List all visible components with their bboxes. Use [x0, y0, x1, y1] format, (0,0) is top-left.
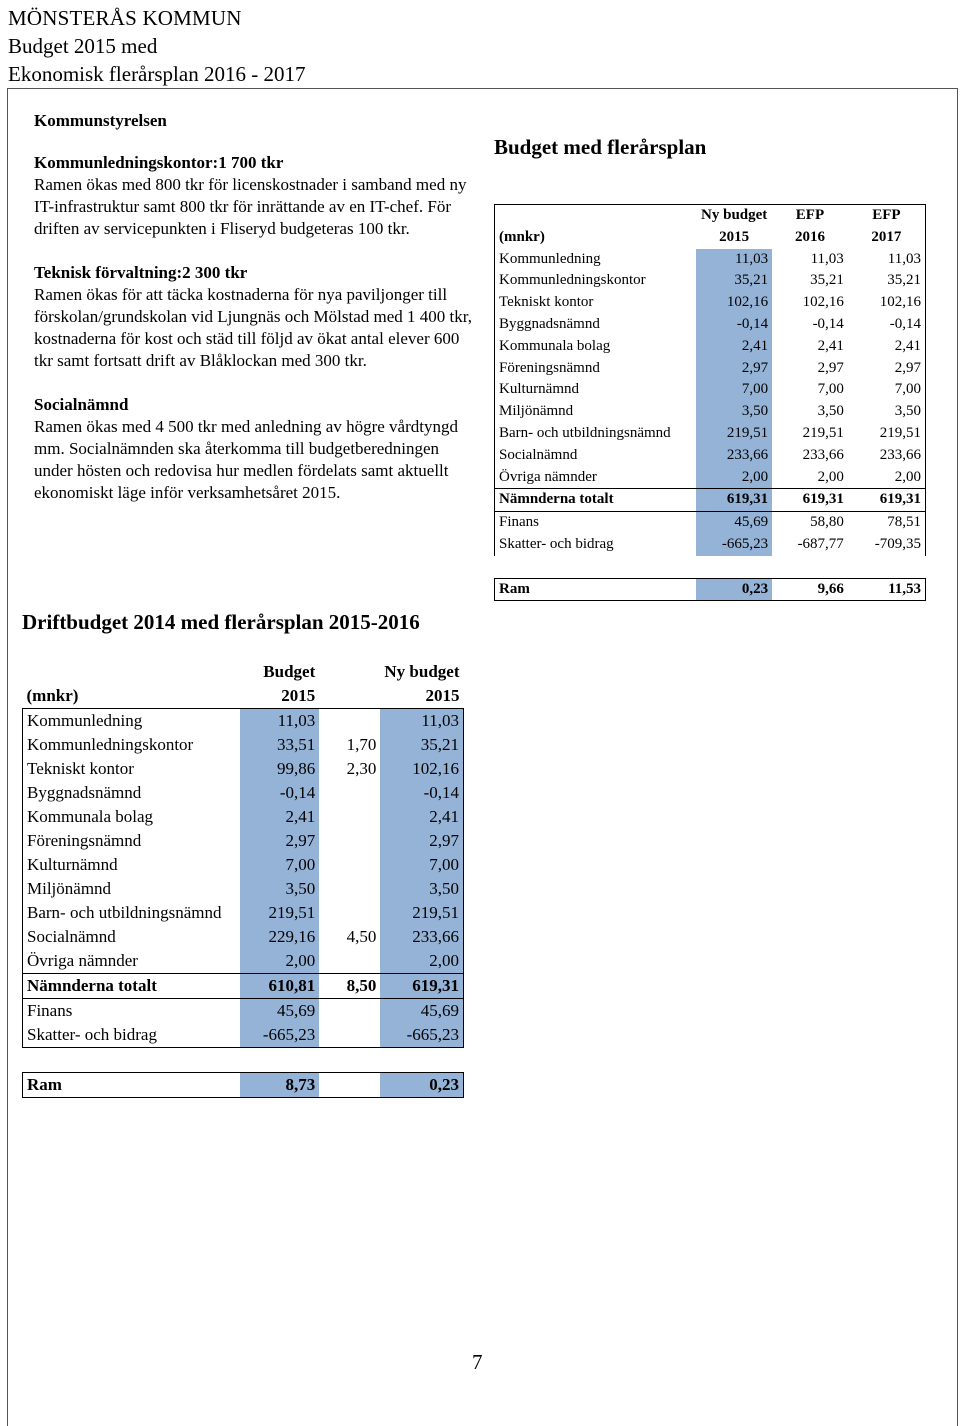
cell-value	[319, 829, 380, 853]
cell-value: 102,16	[802, 294, 844, 311]
cell-value: 219,51	[240, 901, 319, 925]
ram-row	[495, 578, 926, 601]
cell-value: 2,41	[240, 805, 319, 829]
cell-value: 3,50	[848, 401, 926, 423]
cell-value: -0,14	[240, 781, 319, 805]
cell-value	[319, 901, 380, 925]
table-row	[23, 925, 464, 949]
row-label: Föreningsnämnd	[495, 358, 697, 380]
cell-value: -709,35	[848, 534, 926, 556]
cell-value: 4,50	[346, 927, 377, 946]
left-table-title: Driftbudget 2014 med flerårsplan 2015-2016	[22, 610, 420, 634]
cell-value: -687,77	[797, 535, 844, 552]
table-row	[23, 901, 464, 925]
table-row	[23, 733, 464, 757]
cell-value: Ny budget	[384, 662, 460, 681]
cell-value: -665,23	[380, 1023, 463, 1048]
ram-row	[23, 1073, 464, 1098]
cell-value: 2,41	[817, 337, 844, 354]
cell-value: 35,21	[380, 733, 463, 757]
cell-value: 11,03	[380, 709, 463, 734]
cell-value: 102,16	[696, 292, 772, 314]
header-row	[23, 684, 464, 709]
document-subtitle: Ekonomisk flerårsplan 2016 - 2017	[8, 62, 306, 86]
cell-value: 8,73	[240, 1073, 319, 1098]
row-label: Övriga nämnder	[495, 467, 697, 489]
row-label	[495, 556, 697, 578]
cell-value: 219,51	[848, 423, 926, 445]
cell-value: -665,23	[696, 534, 772, 556]
cell-value: 619,31	[696, 489, 772, 512]
cell-value: 2015	[719, 228, 750, 245]
cell-value: 11,53	[848, 578, 926, 601]
table-row	[23, 853, 464, 877]
paragraph-title: Kommunledningskontor:1 700 tkr	[34, 153, 284, 172]
cell-value: 2,00	[380, 949, 463, 974]
cell-value	[319, 781, 380, 805]
cell-value: 3,50	[240, 877, 319, 901]
row-label: Kulturnämnd	[23, 853, 240, 877]
cell-value: 45,69	[380, 999, 463, 1024]
row-label: Nämnderna totalt	[495, 489, 697, 512]
table-row	[495, 249, 926, 271]
row-label: Miljönämnd	[23, 877, 240, 901]
cell-value: 219,51	[802, 424, 844, 441]
row-label: Övriga nämnder	[23, 949, 240, 974]
table-row	[495, 445, 926, 467]
cell-value: 233,66	[848, 445, 926, 467]
cell-value: 3,50	[380, 877, 463, 901]
cell-value: 229,16	[240, 925, 319, 949]
budget-multiyear-table	[494, 204, 926, 601]
header-row	[23, 660, 464, 684]
cell-value: 11,03	[848, 249, 926, 271]
paragraph-title: Teknisk förvaltning:2 300 tkr	[34, 263, 248, 282]
cell-value: 2,00	[848, 467, 926, 489]
table-row	[23, 1023, 464, 1048]
cell-value: 45,69	[240, 999, 319, 1024]
right-table-title: Budget med flerårsplan	[494, 135, 707, 159]
row-label: Kommunala bolag	[495, 336, 697, 358]
cell-value: 0,23	[380, 1073, 463, 1098]
cell-value	[240, 1048, 319, 1073]
cell-value: 233,66	[380, 925, 463, 949]
cell-value	[319, 1023, 380, 1048]
cell-value: 7,00	[817, 381, 844, 398]
cell-value: 2,41	[380, 805, 463, 829]
cell-value: EFP	[772, 205, 848, 227]
paragraph-body: Ramen ökas för att täcka kostnaderna för nya paviljonger till förskolan/grundskolan vid Ljungnäs och Mölstad med 1 400 tkr, kostnaderna för kost och städ till följd av ökat antal elever 600 tkr samt fortsatt drift av Blåklockan med 300 tkr.	[34, 285, 472, 370]
row-label: Ram	[495, 578, 697, 601]
cell-value: 219,51	[380, 901, 463, 925]
operating-budget-table	[22, 660, 464, 1098]
row-label: Barn- och utbildningsnämnd	[23, 901, 240, 925]
cell-value	[319, 877, 380, 901]
row-label: Ram	[23, 1073, 240, 1098]
cell-value: 7,00	[380, 853, 463, 877]
cell-value: 2,97	[848, 358, 926, 380]
row-label: Miljönämnd	[495, 401, 697, 423]
row-label: Skatter- och bidrag	[495, 534, 697, 556]
cell-value	[848, 556, 926, 578]
gap-row	[495, 556, 926, 578]
cell-value: 78,51	[848, 512, 926, 534]
table-row	[495, 358, 926, 380]
row-label: Byggnadsnämnd	[495, 314, 697, 336]
table-row	[495, 423, 926, 445]
cell-value: 45,69	[696, 512, 772, 534]
cell-value: 11,03	[696, 249, 772, 271]
row-label: Tekniskt kontor	[23, 757, 240, 781]
row-label: (mnkr)	[26, 686, 79, 705]
cell-value: 619,31	[380, 974, 463, 999]
cell-value: 7,00	[240, 853, 319, 877]
row-label: Föreningsnämnd	[23, 829, 240, 853]
cell-value: EFP	[848, 205, 926, 227]
row-label: Kommunledning	[495, 249, 697, 271]
row-label	[23, 1048, 240, 1073]
cell-value: 7,00	[696, 379, 772, 401]
cell-value: 2,00	[817, 468, 844, 485]
row-label: Finans	[23, 999, 240, 1024]
cell-value: 102,16	[380, 757, 463, 781]
cell-value	[772, 556, 848, 578]
cell-value	[319, 1073, 380, 1098]
table-row	[495, 292, 926, 314]
header-divider	[7, 88, 958, 89]
row-label: Kommunala bolag	[23, 805, 240, 829]
cell-value: -0,14	[848, 314, 926, 336]
row-label: Barn- och utbildningsnämnd	[495, 423, 697, 445]
cell-value	[319, 684, 380, 709]
cell-value: 2,97	[240, 829, 319, 853]
cell-value	[319, 1048, 380, 1073]
total-row	[23, 974, 464, 999]
cell-value: 3,50	[696, 401, 772, 423]
table-row	[23, 781, 464, 805]
row-label: Socialnämnd	[23, 925, 240, 949]
cell-value	[696, 556, 772, 578]
cell-value	[319, 999, 380, 1024]
cell-value: 219,51	[696, 423, 772, 445]
cell-value: 33,51	[240, 733, 319, 757]
cell-value: Ny budget	[696, 205, 772, 227]
left-border	[7, 88, 8, 1426]
table-row	[495, 336, 926, 358]
header-row	[495, 227, 926, 249]
cell-value: 619,31	[848, 489, 926, 512]
cell-value: 2,97	[696, 358, 772, 380]
cell-value: -0,14	[812, 315, 844, 332]
row-label: Kommunledningskontor	[23, 733, 240, 757]
cell-value: 2,97	[817, 359, 844, 376]
table-row	[23, 805, 464, 829]
cell-value: 99,86	[240, 757, 319, 781]
paragraph-body: Ramen ökas med 800 tkr för licenskostnader i samband med ny IT-infrastruktur samt 800 tkr för inrättande av en IT-chef. För driften av servicepunkten i Fliseryd budgeteras 100 tkr.	[34, 175, 467, 238]
section-title: Kommunstyrelsen	[34, 111, 167, 130]
row-label: (mnkr)	[495, 227, 697, 249]
cell-value	[380, 1048, 463, 1073]
cell-value: 35,21	[810, 272, 844, 289]
cell-value: 2,97	[380, 829, 463, 853]
cell-value	[319, 949, 380, 974]
table-row	[495, 512, 926, 534]
cell-value: 2,41	[696, 336, 772, 358]
table-row	[23, 757, 464, 781]
cell-value: 2015	[425, 686, 460, 705]
row-label: Nämnderna totalt	[23, 974, 240, 999]
cell-value: 11,03	[240, 709, 319, 734]
total-row	[495, 489, 926, 512]
row-label: Kommunledningskontor	[495, 270, 697, 292]
cell-value: -665,23	[240, 1023, 319, 1048]
cell-value: 1,70	[346, 735, 377, 754]
row-label: Kommunledning	[23, 709, 240, 734]
row-label: Kulturnämnd	[495, 379, 697, 401]
cell-value: Budget	[263, 662, 316, 681]
paragraph-body: Ramen ökas med 4 500 tkr med anledning av högre vårdtyngd mm. Socialnämnden ska återkomma till budgetberedningen under hösten och redovisa hur medlen fördelats samt aktuellt ekonomiskt läge inför verksamhetsåret 2015.	[34, 417, 458, 502]
cell-value: 7,00	[848, 379, 926, 401]
cell-value: -0,14	[380, 781, 463, 805]
cell-value: 2,00	[696, 467, 772, 489]
table-row	[495, 379, 926, 401]
municipality-name: MÖNSTERÅS KOMMUN	[8, 6, 242, 30]
cell-value: 11,03	[810, 250, 844, 267]
right-border	[957, 88, 958, 1426]
text-column	[34, 110, 474, 526]
cell-value: 35,21	[848, 270, 926, 292]
cell-value: 8,50	[319, 974, 380, 999]
table-row	[23, 829, 464, 853]
cell-value	[319, 660, 380, 684]
cell-value: 102,16	[848, 292, 926, 314]
cell-value: 2,41	[848, 336, 926, 358]
table-row	[23, 709, 464, 734]
cell-value: 3,50	[817, 403, 844, 420]
cell-value: 233,66	[802, 446, 844, 463]
page-number: 7	[472, 1350, 483, 1374]
cell-value: 9,66	[772, 578, 848, 601]
document-title: Budget 2015 med	[8, 34, 158, 58]
row-label: Skatter- och bidrag	[23, 1023, 240, 1048]
cell-value: 610,81	[240, 974, 319, 999]
table-row	[23, 949, 464, 974]
table-row	[495, 534, 926, 556]
cell-value	[319, 805, 380, 829]
row-label: Byggnadsnämnd	[23, 781, 240, 805]
page-header	[8, 4, 305, 88]
cell-value: 2015	[281, 686, 316, 705]
table-row	[23, 877, 464, 901]
row-label: Tekniskt kontor	[495, 292, 697, 314]
cell-value: 35,21	[696, 270, 772, 292]
row-label: Finans	[495, 512, 697, 534]
header-row	[495, 205, 926, 227]
table-row	[23, 999, 464, 1024]
row-label: Socialnämnd	[495, 445, 697, 467]
cell-value: 0,23	[696, 578, 772, 601]
cell-value: -0,14	[696, 314, 772, 336]
cell-value: 58,80	[810, 514, 844, 531]
row-label	[495, 205, 697, 227]
cell-value: 2,30	[346, 759, 377, 778]
cell-value: 2017	[848, 227, 926, 249]
table-row	[495, 467, 926, 489]
cell-value	[319, 709, 380, 734]
cell-value	[319, 853, 380, 877]
gap-row	[23, 1048, 464, 1073]
cell-value: 233,66	[696, 445, 772, 467]
table-row	[495, 314, 926, 336]
row-label	[23, 660, 240, 684]
cell-value: 2,00	[240, 949, 319, 974]
table-row	[495, 270, 926, 292]
cell-value: 619,31	[772, 489, 848, 512]
cell-value: 2016	[794, 228, 825, 245]
paragraph-title: Socialnämnd	[34, 395, 129, 414]
table-row	[495, 401, 926, 423]
